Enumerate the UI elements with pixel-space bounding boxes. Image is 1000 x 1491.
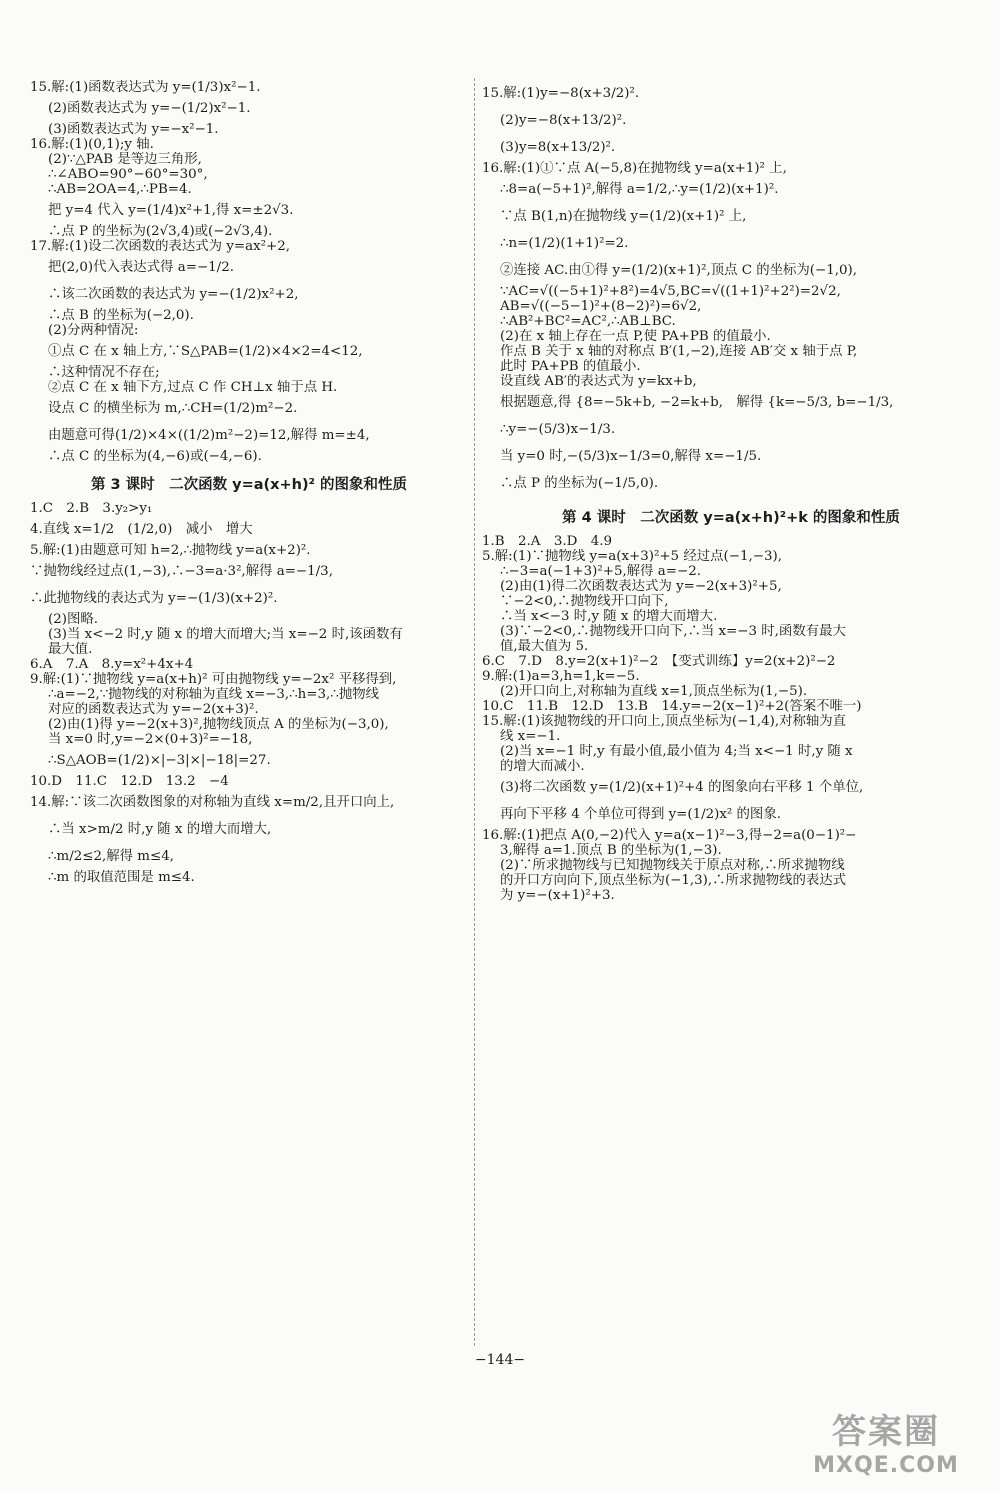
text-line: (2)分两种情况: [48, 323, 139, 338]
text-line: 6.A 7.A 8.y=x²+4x+4 [30, 657, 194, 672]
text-line: 17.解:(1)设二次函数的表达式为 y=ax²+2, [30, 239, 291, 254]
text-line: ∴8=a(−5+1)²,解得 a=1/2,∴y=(1/2)(x+1)². [500, 182, 779, 197]
text-line: 当 y=0 时,−(5/3)x−1/3=0,解得 x=−1/5. [500, 449, 762, 464]
text-line: ∴y=−(5/3)x−1/3. [500, 422, 616, 437]
text-line: (2)∵△PAB 是等边三角形, [48, 152, 202, 167]
section-heading: 第 3 课时 二次函数 y=a(x+h)² 的图象和性质 [90, 477, 408, 493]
text-line: 10.C 11.B 12.D 13.B 14.y=−2(x−1)²+2(答案不唯一) [482, 699, 862, 714]
text-line: 5.解:(1)∵抛物线 y=a(x+3)²+5 经过点(−1,−3), [482, 549, 782, 564]
text-line: (2)在 x 轴上存在一点 P,使 PA+PB 的值最小. [500, 329, 771, 344]
text-line: 16.解:(1)把点 A(0,−2)代入 y=a(x−1)²−3,得−2=a(0−1)²− [482, 828, 857, 843]
text-line: (2)函数表达式为 y=−(1/2)x²−1. [48, 101, 251, 116]
page-number: −144− [474, 1352, 526, 1368]
text-line: ∴这种情况不存在; [48, 365, 160, 380]
text-line: 14.解:∵该二次函数图象的对称轴为直线 x=m/2,且开口向上, [30, 795, 395, 810]
text-line: 把 y=4 代入 y=(1/4)x²+1,得 x=±2√3. [48, 203, 294, 218]
watermark-logo [786, 1404, 986, 1484]
watermark-bottom: MXQE.COM [813, 1453, 959, 1478]
text-line: 5.解:(1)由题意可知 h=2,∴抛物线 y=a(x+2)². [30, 543, 311, 558]
text-line: (2)开口向上,对称轴为直线 x=1,顶点坐标为(1,−5). [500, 684, 808, 699]
text-line: 对应的函数表达式为 y=−2(x+3)². [48, 702, 259, 717]
text-line: 15.解:(1)该抛物线的开口向上,顶点坐标为(−1,4),对称轴为直 [482, 714, 847, 729]
text-line: 当 x=0 时,y=−2×(0+3)²=−18, [48, 732, 253, 747]
text-line: ∴a=−2,∵抛物线的对称轴为直线 x=−3,∴h=3,∴抛物线 [48, 687, 379, 702]
text-line: 此时 PA+PB 的值最小. [500, 359, 641, 374]
text-line: (2)由(1)得二次函数表达式为 y=−2(x+3)²+5, [500, 579, 782, 594]
text-line: 最大值. [48, 642, 93, 657]
text-line: 的开口方向向下,顶点坐标为(−1,3),∴所求抛物线的表达式 [500, 873, 847, 888]
text-line: 1.C 2.B 3.y₂>y₁ [30, 501, 153, 516]
section-heading: 第 4 课时 二次函数 y=a(x+h)²+k 的图象和性质 [562, 510, 900, 526]
text-line: ∵点 B(1,n)在抛物线 y=(1/2)(x+1)² 上, [500, 209, 747, 224]
text-line: 根据题意,得 {8=−5k+b, −2=k+b, 解得 {k=−5/3, b=−1/3, [500, 395, 894, 410]
text-line: 设点 C 的横坐标为 m,∴CH=(1/2)m²−2. [48, 401, 298, 416]
text-line: (2)∵所求抛物线与已知抛物线关于原点对称,∴所求抛物线 [500, 858, 845, 873]
watermark-top: 答案圈 [832, 1412, 940, 1452]
text-line: ∴点 B 的坐标为(−2,0). [48, 308, 194, 323]
text-line: 6.C 7.D 8.y=2(x+1)²−2 【变式训练】y=2(x+2)²−2 [482, 654, 836, 669]
text-line: (3)∵−2<0,∴抛物线开口向下,∴当 x=−3 时,函数有最大 [500, 624, 846, 639]
text-line: ∴∠ABO=90°−60°=30°, [48, 167, 208, 182]
text-line: ∴m 的取值范围是 m≤4. [48, 870, 195, 885]
text-line: ∴AB=2OA=4,∴PB=4. [48, 182, 192, 197]
text-line: (3)y=8(x+13/2)². [500, 140, 616, 155]
text-line: (3)函数表达式为 y=−x²−1. [48, 122, 219, 137]
text-line: 线 x=−1. [500, 729, 561, 744]
text-line: 4.直线 x=1/2 (1/2,0) 减小 增大 [30, 522, 253, 537]
text-line: 16.解:(1)①∵点 A(−5,8)在抛物线 y=a(x+1)² 上, [482, 161, 787, 176]
text-line: 的增大而减小. [500, 759, 585, 774]
right-column [482, 80, 980, 903]
text-line: 设直线 AB′的表达式为 y=kx+b, [500, 374, 697, 389]
text-line: AB=√((−5−1)²+(8−2)²)=6√2, [500, 299, 702, 314]
text-line: ∵−2<0,∴抛物线开口向下, [500, 594, 669, 609]
text-line: 由题意可得(1/2)×4×((1/2)m²−2)=12,解得 m=±4, [48, 428, 370, 443]
text-line: ∵AC=√((−5+1)²+8²)=4√5,BC=√((1+1)²+2²)=2√2, [500, 284, 841, 299]
text-line: ①点 C 在 x 轴上方,∵S△PAB=(1/2)×4×2=4<12, [48, 344, 363, 359]
text-line: ②连接 AC.由①得 y=(1/2)(x+1)²,顶点 C 的坐标为(−1,0), [500, 263, 858, 278]
text-line: ∴AB²+BC²=AC²,∴AB⊥BC. [500, 314, 676, 329]
text-line: ∴当 x<−3 时,y 随 x 的增大而增大. [500, 609, 718, 624]
text-line: 10.D 11.C 12.D 13.2 −4 [30, 774, 229, 789]
text-line: 9.解:(1)a=3,h=1,k=−5. [482, 669, 640, 684]
text-line: ②点 C 在 x 轴下方,过点 C 作 CH⊥x 轴于点 H. [48, 380, 338, 395]
left-column [30, 80, 468, 885]
text-line: 1.B 2.A 3.D 4.9 [482, 534, 613, 549]
text-line: 把(2,0)代入表达式得 a=−1/2. [48, 260, 234, 275]
text-line: ∴点 C 的坐标为(4,−6)或(−4,−6). [48, 449, 262, 464]
text-line: 为 y=−(x+1)²+3. [500, 888, 615, 903]
text-line: ∴当 x>m/2 时,y 随 x 的增大而增大, [48, 822, 272, 837]
text-line: ∴−3=a(−1+3)²+5,解得 a=−2. [500, 564, 701, 579]
text-line: 16.解:(1)(0,1);y 轴. [30, 137, 154, 152]
text-line: 9.解:(1)∵抛物线 y=a(x+h)² 可由抛物线 y=−2x² 平移得到, [30, 672, 397, 687]
text-line: ∴m/2≤2,解得 m≤4, [48, 849, 174, 864]
text-line: ∴此抛物线的表达式为 y=−(1/3)(x+2)². [30, 591, 278, 606]
text-line: ∴该二次函数的表达式为 y=−(1/2)x²+2, [48, 287, 299, 302]
text-line: (2)当 x=−1 时,y 有最小值,最小值为 4;当 x<−1 时,y 随 x [500, 744, 853, 759]
text-line: ∵抛物线经过点(1,−3),∴−3=a·3²,解得 a=−1/3, [30, 564, 333, 579]
text-line: 3,解得 a=1.顶点 B 的坐标为(1,−3). [500, 843, 722, 858]
text-line: (3)当 x<−2 时,y 随 x 的增大而增大;当 x=−2 时,该函数有 [48, 627, 403, 642]
text-line: ∴点 P 的坐标为(−1/5,0). [500, 476, 659, 491]
text-line: ∴S△AOB=(1/2)×|−3|×|−18|=27. [48, 753, 271, 768]
text-line: (2)y=−8(x+13/2)². [500, 113, 627, 128]
text-line: (2)图略. [48, 612, 99, 627]
text-line: ∴n=(1/2)(1+1)²=2. [500, 236, 629, 251]
text-line: (2)由(1)得 y=−2(x+3)²,抛物线顶点 A 的坐标为(−3,0), [48, 717, 389, 732]
text-line: (3)将二次函数 y=(1/2)(x+1)²+4 的图象向右平移 1 个单位, [500, 780, 864, 795]
text-line: 再向下平移 4 个单位可得到 y=(1/2)x² 的图象. [500, 807, 781, 822]
text-line: 作点 B 关于 x 轴的对称点 B′(1,−2),连接 AB′交 x 轴于点 P, [500, 344, 858, 359]
column-divider [474, 78, 475, 1346]
text-line: 15.解:(1)y=−8(x+3/2)². [482, 86, 640, 101]
text-line: ∴点 P 的坐标为(2√3,4)或(−2√3,4). [48, 224, 273, 239]
text-line: 值,最大值为 5. [500, 639, 589, 654]
text-line: 15.解:(1)函数表达式为 y=(1/3)x²−1. [30, 80, 261, 95]
